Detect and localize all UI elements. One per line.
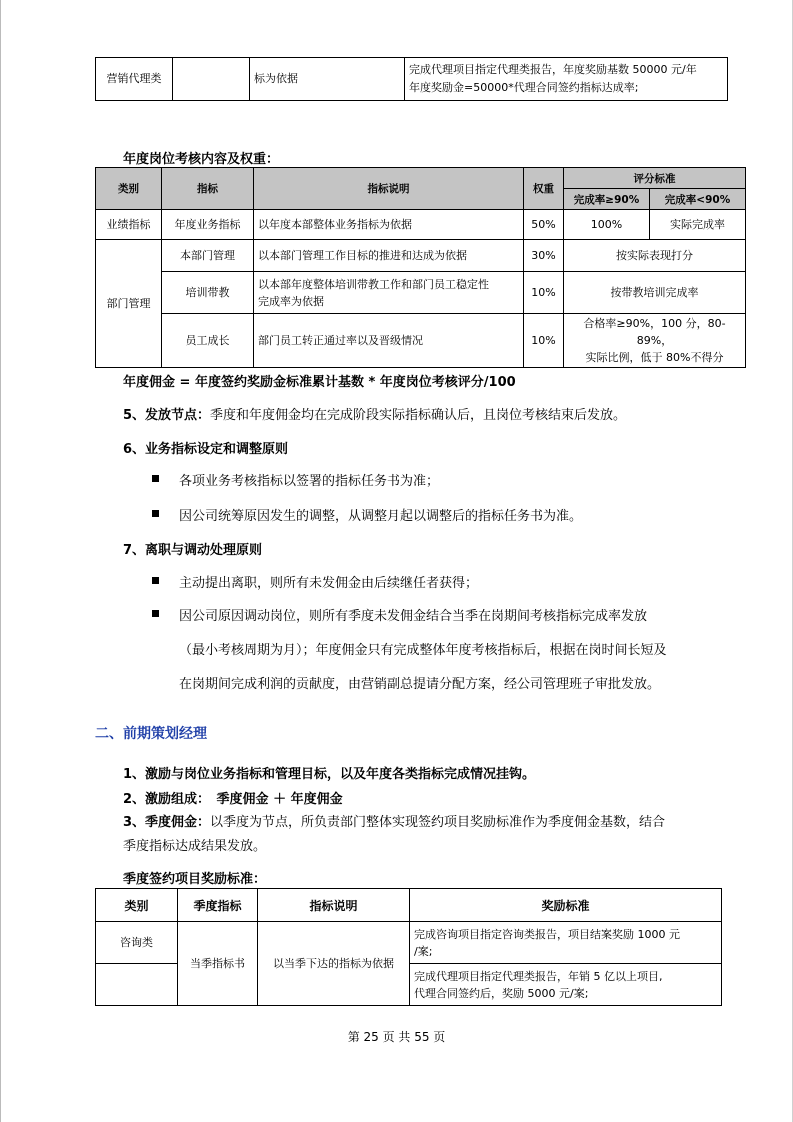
header-complete-lt: 完成率<90%	[650, 189, 746, 210]
cell-line: 完成咨询项目指定咨询类报告，项目结案奖励 1000 元	[414, 927, 680, 941]
cell-line: /案;	[414, 944, 433, 958]
square-bullet-icon	[152, 475, 159, 482]
table-cell: 以年度本部整体业务指标为依据	[254, 210, 524, 240]
header-score-standard: 评分标准	[564, 168, 746, 189]
table-row	[96, 272, 746, 314]
page-footer: 第 25 页 共 55 页	[347, 1030, 446, 1044]
table-cell	[173, 58, 250, 101]
table-row	[96, 210, 746, 240]
table-cell	[405, 58, 728, 101]
table-row	[96, 58, 728, 101]
list-item: 主动提出离职，则所有未发佣金由后续继任者获得；	[179, 576, 479, 591]
header-category: 类别	[96, 889, 178, 922]
list-item-continuation: （最小考核周期为月）；年度佣金只有完成整体年度考核指标后，根据在岗时间长短及	[179, 643, 667, 658]
table-row	[96, 240, 746, 272]
table-cell	[410, 922, 722, 964]
item6-title: 6、业务指标设定和调整原则	[123, 442, 289, 457]
table-cell: 以当季下达的指标为依据	[258, 922, 410, 1006]
paragraph-3-text: 以季度为节点，所负责部门整体实现签约项目奖励标准作为季度佣金基数，结合	[210, 815, 666, 830]
table-cell	[564, 314, 746, 368]
paragraph-3-continuation: 季度指标达成结果发放。	[123, 839, 267, 854]
page-border-left	[0, 0, 1, 1122]
paragraph-3	[123, 811, 665, 830]
table-cell	[254, 272, 524, 314]
cell-line: 完成代理项目指定代理类报告，年销 5 亿以上项目,	[414, 969, 663, 983]
paragraph-3-label: 3、季度佣金：	[123, 815, 211, 830]
table-cell: 营销代理类	[96, 58, 173, 101]
paragraph-2: 2、激励组成： 季度佣金 ＋ 年度佣金	[123, 792, 343, 807]
table-cell: 30%	[524, 240, 564, 272]
quarter-table-title: 季度签约项目奖励标准：	[123, 872, 267, 887]
header-indicator: 季度指标	[178, 889, 258, 922]
header-complete-ge: 完成率≥90%	[564, 189, 650, 210]
table-cell: 以本部门管理工作目标的推进和达成为依据	[254, 240, 524, 272]
square-bullet-icon	[152, 510, 159, 517]
cell-line: 以本部年度整体培训带教工作和部门员工稳定性	[258, 277, 489, 291]
list-item: 因公司统筹原因发生的调整，从调整月起以调整后的指标任务书为准。	[179, 509, 583, 524]
cell-line: 完成率为依据	[258, 294, 324, 308]
table-cell	[410, 964, 722, 1006]
table-cell: 本部门管理	[162, 240, 254, 272]
annual-table-title: 年度岗位考核内容及权重：	[123, 152, 280, 167]
quarter-reward-table	[95, 888, 722, 1006]
table-cell: 咨询类	[96, 922, 178, 964]
table-header-row	[96, 168, 746, 189]
table-cell: 10%	[524, 272, 564, 314]
section-heading: 二、前期策划经理	[95, 726, 207, 742]
table-cell: 按实际表现打分	[564, 240, 746, 272]
table-cell: 业绩指标	[96, 210, 162, 240]
cell-line: 完成代理项目指定代理类报告，年度奖励基数 50000 元/年	[409, 63, 697, 76]
paragraph-1: 1、激励与岗位业务指标和管理目标，以及年度各类指标完成情况挂钩。	[123, 767, 536, 782]
annual-assessment-table	[95, 167, 746, 368]
table-cell: 部门员工转正通过率以及晋级情况	[254, 314, 524, 368]
table-row	[96, 314, 746, 368]
table-cell: 100%	[564, 210, 650, 240]
item5-text: 季度和年度佣金均在完成阶段实际指标确认后，且岗位考核结束后发放。	[210, 408, 627, 423]
commission-formula: 年度佣金 = 年度签约奖励金标准累计基数 * 年度岗位考核评分/100	[123, 375, 516, 390]
table-header-row	[96, 889, 722, 922]
table-cell: 实际完成率	[650, 210, 746, 240]
table-cell: 年度业务指标	[162, 210, 254, 240]
top-table	[95, 57, 728, 101]
table-cell: 培训带教	[162, 272, 254, 314]
item5-label: 5、发放节点：	[123, 408, 211, 423]
list-item: 各项业务考核指标以签署的指标任务书为准；	[179, 474, 440, 489]
list-item: 因公司原因调动岗位，则所有季度未发佣金结合当季在岗期间考核指标完成率发放	[179, 609, 648, 624]
square-bullet-icon	[152, 577, 159, 584]
table-cell: 当季指标书	[178, 922, 258, 1006]
table-cell: 员工成长	[162, 314, 254, 368]
header-desc: 指标说明	[254, 168, 524, 210]
table-cell: 10%	[524, 314, 564, 368]
list-item-continuation: 在岗期间完成利润的贡献度，由营销副总提请分配方案，经公司管理班子审批发放。	[179, 677, 661, 692]
cell-line: 实际比例，低于 80%不得分	[585, 351, 724, 364]
header-reward: 奖励标准	[410, 889, 722, 922]
table-cell	[96, 964, 178, 1006]
square-bullet-icon	[152, 610, 159, 617]
header-weight: 权重	[524, 168, 564, 210]
table-cell: 标为依据	[250, 58, 405, 101]
item5	[123, 404, 626, 423]
item7-title: 7、离职与调动处理原则	[123, 543, 263, 558]
cell-line: 代理合同签约后，奖励 5000 元/案;	[414, 986, 589, 1000]
cell-line: 年度奖励金=50000*代理合同签约指标达成率;	[409, 81, 639, 94]
table-cell: 部门管理	[96, 240, 162, 368]
header-desc: 指标说明	[258, 889, 410, 922]
table-cell: 50%	[524, 210, 564, 240]
table-cell: 按带教培训完成率	[564, 272, 746, 314]
table-row	[96, 922, 722, 964]
cell-line: 合格率≥90%，100 分，80-89%，	[583, 317, 726, 347]
header-category: 类别	[96, 168, 162, 210]
header-indicator: 指标	[162, 168, 254, 210]
